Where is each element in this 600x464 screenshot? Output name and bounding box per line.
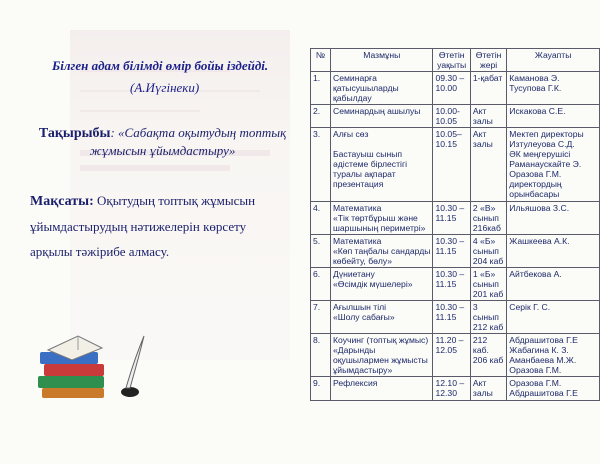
cell-time: 10.30 – 11.15 (433, 301, 470, 334)
header-place: Өтетін жері (470, 49, 506, 72)
cell-time: 10.05– 10.15 (433, 128, 470, 202)
goal-line-1: Оқытудың топтық жұмысын (93, 193, 256, 208)
cell-responsible: Серік Г. С. (507, 301, 600, 334)
goal-label: Мақсаты: (30, 194, 94, 209)
motto-author: (А.Иүгінеки) (130, 80, 200, 95)
table-row (311, 105, 600, 128)
table-row (311, 334, 600, 377)
books-quill-icon (38, 330, 148, 400)
cell-content: Коучинг (топтық жұмыс) «Дарынды оқушылармен жұмысты ұйымдастыру» (331, 334, 433, 377)
cell-place: 212 каб. 206 каб (470, 334, 506, 377)
cell-place: Акт залы (470, 377, 506, 401)
cell-responsible: Оразова Г.М. Абдрашитова Г.Е (507, 377, 600, 401)
cell-no: 3. (311, 128, 331, 202)
cell-time: 10.00-10.05 (433, 105, 470, 128)
table-row (311, 72, 600, 105)
cell-content: Рефлексия (331, 377, 433, 401)
cell-place: 3 сынып 212 каб (470, 301, 506, 334)
cell-responsible: Ильяшова З.С. (507, 202, 600, 235)
topic-label: Тақырыбы (38, 126, 111, 141)
table-row (311, 377, 600, 401)
goal (30, 188, 298, 264)
cell-no: 9. (311, 377, 331, 401)
cell-content: Алғы сөз Бастауыш сынып әдістеме бірлестігі туралы ақпарат презентация (331, 128, 433, 202)
header-content: Мазмұны (331, 49, 433, 72)
topic (30, 124, 295, 159)
cell-responsible: Абдрашитова Г.Е Жабагина К. З. Аманбаева М.Ж. Оразова Г.М. (507, 334, 600, 377)
topic-text: : «Сабақта оқытудың топтық жұмысын ұйымдастыру» (89, 125, 287, 158)
cell-responsible: Искакова С.Е. (507, 105, 600, 128)
cell-no: 7. (311, 301, 331, 334)
header-responsible: Жауапты (507, 49, 600, 72)
cell-place: 4 «Б» сынып 204 каб (470, 235, 506, 268)
cell-time: 10.30 – 11.15 (433, 268, 470, 301)
cell-place: 1-қабат (470, 72, 506, 105)
cell-content: Математика «Көп таңбалы сандарды көбейту, бөлу» (331, 235, 433, 268)
cell-no: 1. (311, 72, 331, 105)
cell-time: 10.30 – 11.15 (433, 202, 470, 235)
cell-content: Дүниетану «Өсімдік мүшелері» (331, 268, 433, 301)
cell-time: 09.30 – 10.00 (433, 72, 470, 105)
cell-place: Акт залы (470, 105, 506, 128)
cell-time: 11.20 – 12.05 (433, 334, 470, 377)
cell-place: Акт залы (470, 128, 506, 202)
cell-content: Семинарға қатысушыларды қабылдау (331, 72, 433, 105)
cell-responsible: Жашкеева А.К. (507, 235, 600, 268)
cell-responsible: Мектеп директоры Изтулеуова С.Д. ӘК меңгерушісі Раманаускайте Э. Оразова Г.М. директордың орынбасары (507, 128, 600, 202)
motto: Білген адам білімді өмір бойы іздейді. (52, 58, 269, 73)
header-time: Өтетін уақыты (433, 49, 470, 72)
table-row (311, 235, 600, 268)
table-row (311, 202, 600, 235)
cell-responsible: Каманова Э. Тусупова Г.К. (507, 72, 600, 105)
header-no: № (311, 49, 331, 72)
cell-no: 2. (311, 105, 331, 128)
table-row (311, 268, 600, 301)
cell-time: 12.10 – 12.30 (433, 377, 470, 401)
cell-time: 10.30 – 11.15 (433, 235, 470, 268)
cell-content: Семинардың ашылуы (331, 105, 433, 128)
cell-content: Математика «Тік төртбұрыш және шаршының периметрі» (331, 202, 433, 235)
goal-line-3: арқылы тәжірибе алмасу. (30, 244, 170, 259)
schedule-table (310, 48, 600, 401)
table-header-row (311, 49, 600, 72)
cell-no: 4. (311, 202, 331, 235)
cell-place: 1 «Б» сынып 201 каб (470, 268, 506, 301)
cell-content: Ағылшын тілі «Шолу сабағы» (331, 301, 433, 334)
cell-place: 2 «В» сынып 216каб (470, 202, 506, 235)
cell-no: 8. (311, 334, 331, 377)
cell-no: 6. (311, 268, 331, 301)
cell-responsible: Айтбекова А. (507, 268, 600, 301)
table-row (311, 301, 600, 334)
table-row (311, 128, 600, 202)
schedule-panel (310, 48, 600, 401)
goal-line-2: ұйымдастырудың нәтижелерін көрсету (30, 219, 247, 234)
cell-no: 5. (311, 235, 331, 268)
